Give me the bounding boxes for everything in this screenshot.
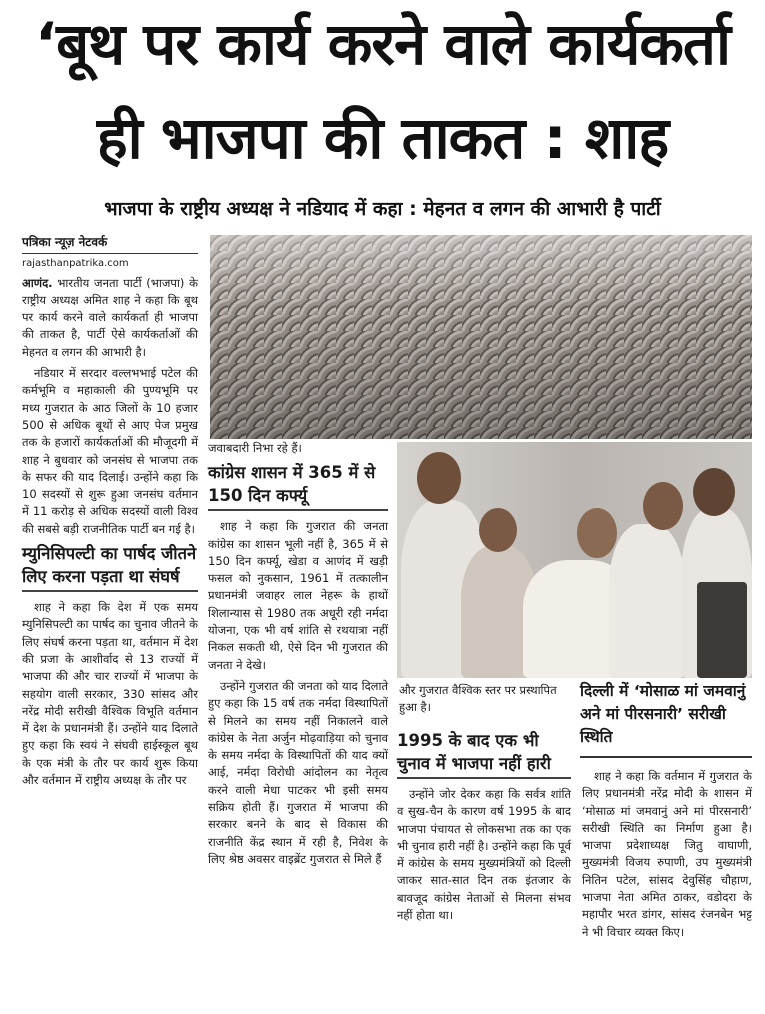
- leaders-photo: [397, 442, 752, 678]
- article-paragraph: नडियार में सरदार वल्लभभाई पटेल की कर्मभूमि व महाकाली की पुण्यभूमि पर मध्य गुजरात के आठ जिलों के 10 हजार 500 से अधिक बूथों से आए पेज प्रमुख तक के हजारों कार्यकर्ताओं की मौजूदगी में शाह ने बुधवार को जनसंघ से भाजपा तक के सफर की याद दिलाई। उन्होंने कहा कि 10 सदस्यों से शुरू हुआ जनसंघ वर्तमान में 11 करोड़ से अधिक सदस्यों वाली विश्व की सबसे बड़ी राजनीतिक पार्टी बन गई है।: [22, 366, 198, 536]
- article-paragraph: शाह ने कहा कि गुजरात की जनता कांग्रेस का शासन भूली नहीं है, 365 में से 150 दिन कर्फ्यू, खेडा व आणंद में खड़ी फसल को नुकसान, 1961 में तत्कालीन प्रधानमंत्री जवाहर लाल नेहरू के हाथों शिलान्यास से 1980 तक अधूरी रही नर्मदा योजना, एक भी वर्ष शांति से रथयात्रा नहीं निकल सकती थी, ऐसे दिन भी गुजरात की जनता ने देखे।: [208, 519, 388, 672]
- paragraph-text: भारतीय जनता पार्टी (भाजपा) के राष्ट्रीय अध्यक्ष अमित शाह ने कहा कि बूथ पर कार्य करने वाले कार्यकर्ता ही भाजपा की ताकत है, पार्टी ऐसे कार्यकर्ताओं की मेहनत व लगन की आभारी है।: [22, 275, 198, 359]
- article-paragraph: उन्होंने गुजरात की जनता को याद दिलाते हुए कहा कि 15 वर्ष तक नर्मदा विस्थापितों से मिलने का समय नहीं निकालने वाले कांग्रेस के नेता अर्जुन मोढ़वाड़िया को चुनाव के समय नर्मदा के विस्थापितों की याद क्यों आई, नर्मदा विरोधी आंदोलन का नेतृत्व करने वाली मेधा पाटकर भी इसी समय सक्रिय होती हैं। गुजरात में भाजपा की सरकार बनने के बाद से विकास की राजनीति केंद्र स्थान में रही है, निवेश के लिए श्रेष्ठ अवसर वाइब्रेंट गुजरात से मिले हैं: [208, 678, 388, 866]
- divider: [580, 756, 752, 758]
- section-heading: म्युनिसिपल्टी का पार्षद जीतने लिए करना पड़ता था संघर्ष: [22, 542, 198, 592]
- section-heading: दिल्ली में ‘मोसाळ मां जमवानुं अने मां पीरसनारी’ सरीखी स्थिति: [580, 682, 746, 746]
- article-paragraph: शाह ने कहा कि देश में एक समय म्युनिसिपल्टी का पार्षद का चुनाव जीतने के लिए संघर्ष करना पड़ता था, वर्तमान में देश की प्रजा के आशीर्वाद से 13 राज्यों में भाजपा की और चार राज्यों में भाजपा के सहयोग वाली सरकार, 330 सांसद और नरेंद्र मोदी सरीखी वैश्विक विभूति वर्तमान में देश के प्रधानमंत्री हैं। उन्होंने याद दिलाते हुए कहा कि स्वयं ने संघवी हाईस्कूल बूथ के एक मंत्री के तौर पर कार्य शुरू किया और वर्तमान में राष्ट्रीय अध्यक्ष के तौर पर: [22, 600, 198, 788]
- article-paragraph: शाह ने कहा कि वर्तमान में गुजरात के लिए प्रधानमंत्री नरेंद्र मोदी के शासन में ‘मोसाळ मां जमवानुं अने मां पीरसनारी’ सरीखी स्थिति का निर्माण हुआ है। भाजपा प्रदेशाध्यक्ष जितु वाघाणी, मुख्यमंत्री विजय रुपाणी, उप मुख्यमंत्री नितिन पटेल, सांसद देवुसिंह चौहाण, भाजपा नेता अमित ठाकर, वडोदरा के महापौर भरत डांगर, सांसद रंजनबेन भट्ट ने भी विचार व्यक्त किए।: [582, 769, 752, 939]
- section-heading: 1995 के बाद एक भी चुनाव में भाजपा नहीं हारी: [397, 729, 571, 779]
- continued-text: जवाबदारी निभा रहे हैं।: [208, 441, 302, 455]
- column-4: [582, 768, 752, 945]
- article-paragraph: उन्होंने जोर देकर कहा कि सर्वत्र शांति व सुख-चैन के कारण वर्ष 1995 के बाद भाजपा पंचायत से लोकसभा तक का एक भी चुनाव हारी नहीं है। उन्होंने कहा कि पूर्व में कांग्रेस के समय मुख्यमंत्रियों को दिल्ली जाकर सात-सात दिन तक इंतजार के बावजूद कांग्रेस नेताओं से मिलना संभव नहीं होता था।: [397, 787, 571, 923]
- crowd-photo: [210, 235, 752, 439]
- column-3: [397, 725, 571, 928]
- headline-line-2: ही भाजपा की ताकत : शाह: [96, 104, 669, 172]
- article-paragraph: [22, 275, 198, 361]
- column-1: [22, 234, 198, 793]
- subheadline: भाजपा के राष्ट्रीय अध्यक्ष ने नडियाद में कहा : मेहनत व लगन की आभारी है पार्टी: [104, 198, 661, 220]
- dateline: आणंद.: [22, 275, 53, 290]
- column-2: [208, 440, 388, 872]
- section-heading: कांग्रेस शासन में 365 में से 150 दिन कर्फ्यू: [208, 461, 388, 511]
- website: rajasthanpatrika.com: [22, 258, 129, 270]
- headline-line-1: ‘बूथ पर कार्य करने वाले कार्यकर्ता: [35, 10, 730, 78]
- byline: पत्रिका न्यूज़ नेटवर्क: [22, 234, 198, 254]
- continued-text: और गुजरात वैश्विक स्तर पर प्रस्थापित हुआ है।: [399, 683, 557, 714]
